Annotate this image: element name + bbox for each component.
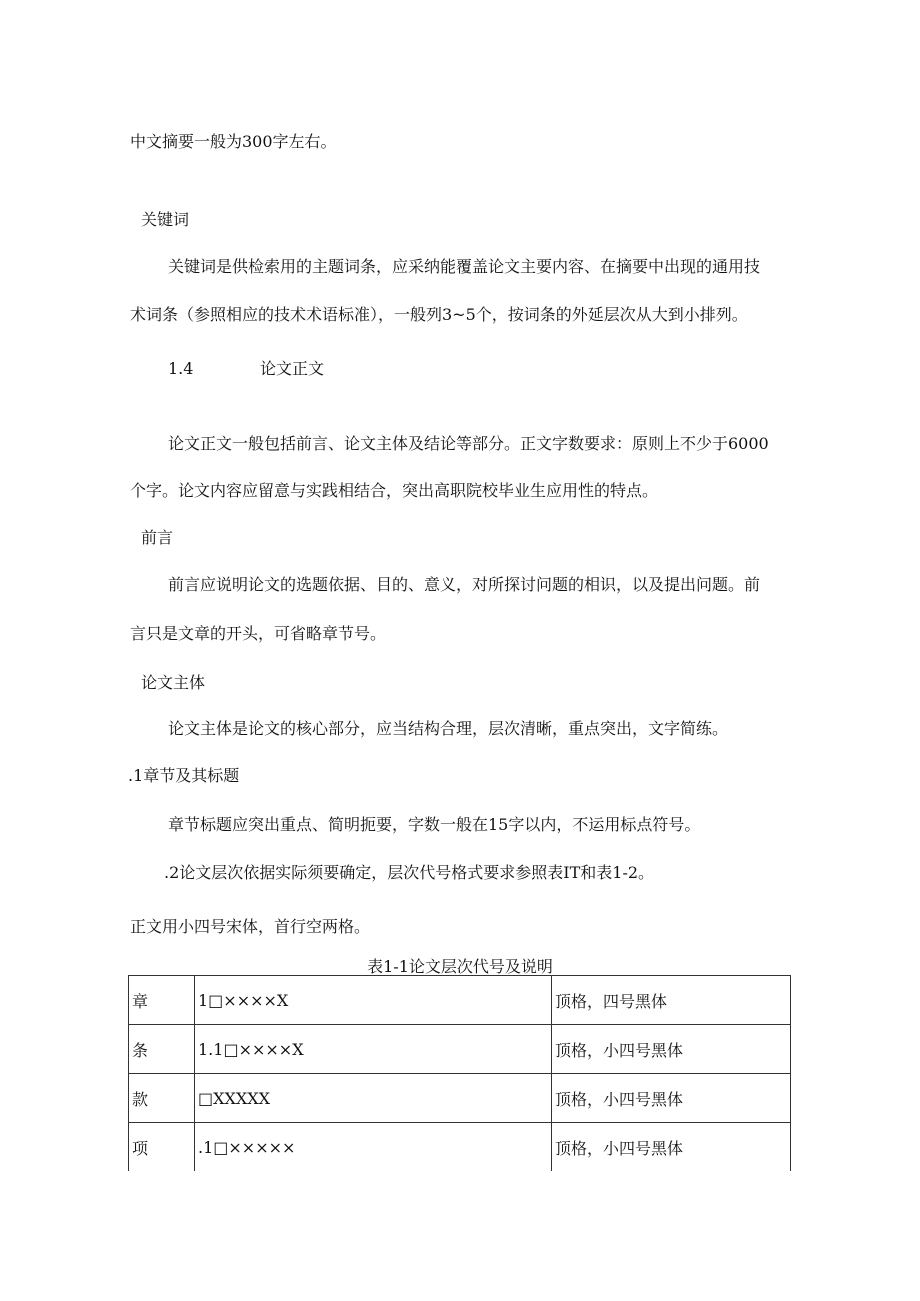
font-rule-text: 正文用小四号宋体，首行空两格。	[130, 917, 371, 936]
keywords-body-line-1: 关键词是供检索用的主题词条，应采纳能覆盖论文主要内容、在摘要中出现的通用技	[168, 257, 761, 276]
table-row	[129, 1025, 791, 1074]
level-cell: 项	[129, 1123, 195, 1172]
body-intro-line-2: 个字。论文内容应留意与实践相结合，突出高职院校毕业生应用性的特点。	[130, 481, 659, 500]
table-row	[129, 976, 791, 1025]
level-cell: 章	[129, 976, 195, 1025]
chapter-heading: .1章节及其标题	[128, 766, 240, 785]
keywords-heading: 关键词	[141, 210, 190, 229]
note-cell: 顶格，小四号黑体	[552, 1074, 791, 1123]
keywords-body-line-2: 术词条（参照相应的技术术语标准），一般列3~5个，按词条的外延层次从大到小排列。	[130, 305, 748, 324]
main-heading: 论文主体	[141, 673, 206, 692]
levels-body-text: .2论文层次依据实际须要确定，层次代号格式要求参照表IT和表1-2。	[164, 863, 655, 882]
code-cell: 1□××××X	[195, 976, 552, 1025]
table-row	[129, 1074, 791, 1123]
note-cell: 顶格，四号黑体	[552, 976, 791, 1025]
abstract-length-text: 中文摘要一般为300字左右。	[130, 132, 337, 151]
preface-body-line-2: 言只是文章的开头，可省略章节号。	[130, 624, 387, 643]
section-number: 1.4	[168, 359, 194, 378]
code-cell: .1□×××××	[195, 1123, 552, 1172]
level-cell: 款	[129, 1074, 195, 1123]
table-caption: 表1-1论文层次代号及说明	[367, 957, 553, 976]
note-cell: 顶格，小四号黑体	[552, 1025, 791, 1074]
main-body-text: 论文主体是论文的核心部分，应当结构合理，层次清晰，重点突出，文字简练。	[168, 719, 729, 738]
code-cell: □XXXXX	[195, 1074, 552, 1123]
body-intro-line-1: 论文正文一般包括前言、论文主体及结论等部分。正文字数要求：原则上不少于6000	[168, 434, 769, 453]
section-title: 论文正文	[260, 359, 325, 378]
code-cell: 1.1□××××X	[195, 1025, 552, 1074]
chapter-body-text: 章节标题应突出重点、简明扼要，字数一般在15字以内，不运用标点符号。	[168, 815, 701, 834]
levels-table	[128, 975, 791, 1171]
note-cell: 顶格，小四号黑体	[552, 1123, 791, 1172]
preface-body-line-1: 前言应说明论文的选题依据、目的、意义，对所探讨问题的相识，以及提出问题。前	[168, 575, 761, 594]
table-row	[129, 1123, 791, 1172]
preface-heading: 前言	[141, 528, 174, 547]
level-cell: 条	[129, 1025, 195, 1074]
